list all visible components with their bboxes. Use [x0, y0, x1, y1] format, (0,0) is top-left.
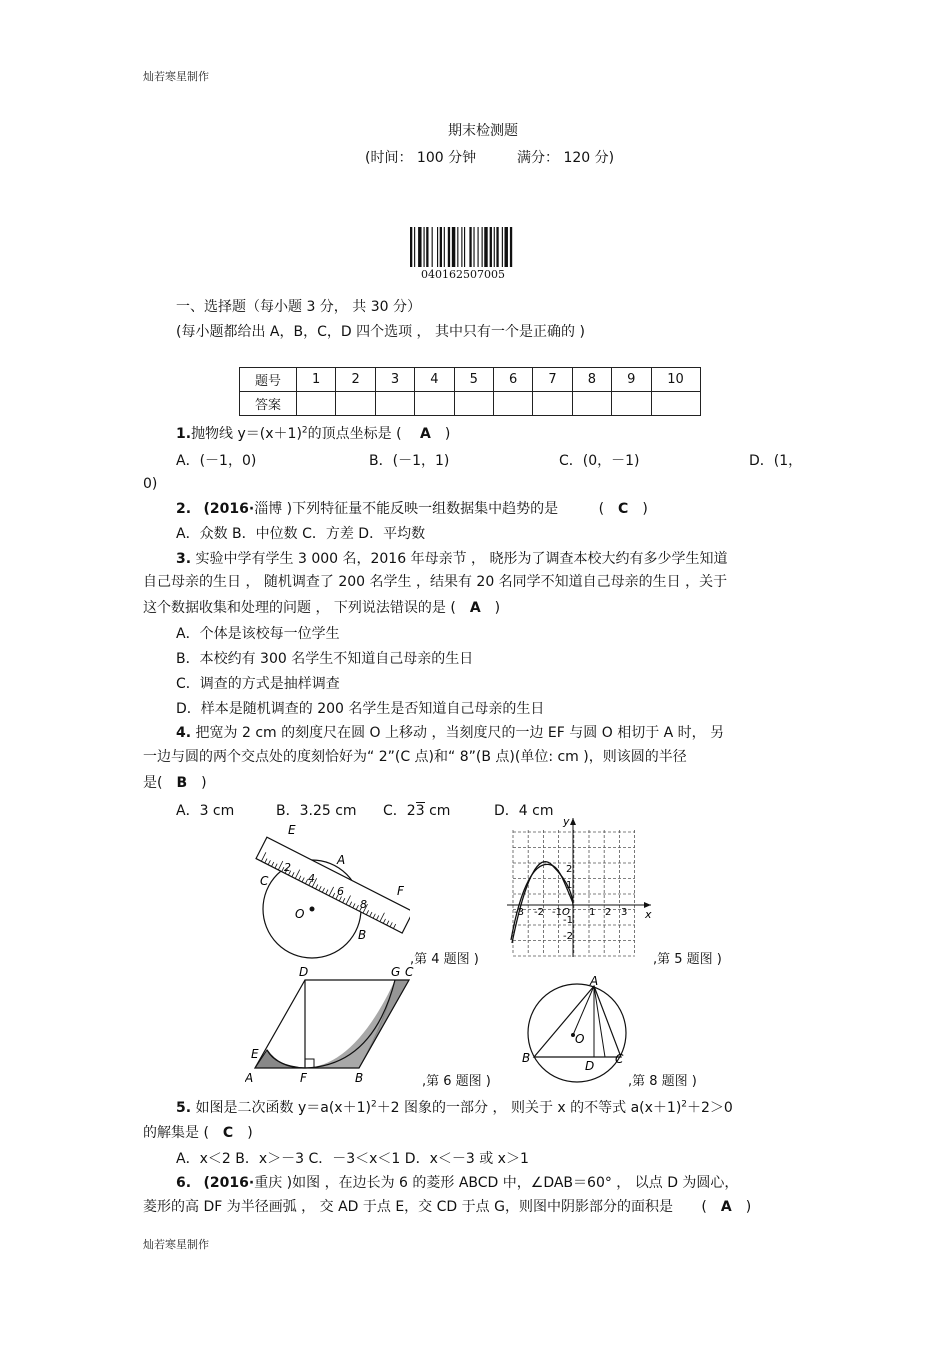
barcode-bar: [452, 227, 455, 267]
answer-table-cell: 7: [533, 368, 572, 392]
answer-blank[interactable]: [533, 392, 572, 416]
option-a: A．个体是该校每一位学生: [176, 626, 340, 642]
superscript: 2: [370, 1099, 377, 1110]
page-title: 期末检测题: [448, 123, 518, 139]
barcode-bar: [505, 227, 508, 267]
question-stem: 这个数据收集和处理的问题 ， 下列说法错误的是 (: [143, 600, 456, 616]
question-stem: 是(: [143, 775, 163, 791]
x-tick: -3: [514, 907, 524, 918]
barcode-bar: [484, 227, 487, 267]
question-stem: 菱形的高 DF 为半径画弧 ， 交 AD 于点 E，交 CD 于点 G，则图中阴影部分的面积是: [143, 1199, 673, 1215]
option-a: A．3 cm: [176, 803, 235, 819]
y-tick: -1: [563, 915, 573, 926]
question-1: [176, 423, 450, 443]
option-d: D．(1，: [749, 453, 803, 469]
answer-blank[interactable]: [572, 392, 611, 416]
figure-8: [515, 975, 630, 1085]
option-a: A．(－1，0): [176, 453, 257, 469]
question-source: (2016·: [203, 501, 255, 517]
question-stem: ＋2 图象的一部分 ， 则关于 x 的不等式 a(x＋1): [376, 1100, 682, 1116]
option-c: C．(0，－1): [559, 453, 640, 469]
label-F: F: [300, 1071, 307, 1085]
label-E: E: [251, 1047, 259, 1061]
question-4-line3: 是( B ): [143, 775, 207, 791]
label-A: A: [590, 975, 599, 988]
option-c-unit: cm: [429, 803, 451, 819]
figure-4: [250, 822, 410, 960]
bracket: ): [444, 426, 451, 442]
question-number: 4.: [176, 725, 192, 741]
answer-value: A: [420, 426, 431, 442]
y-tick: -2: [563, 931, 573, 942]
question-4-line2: 一边与圆的两个交点处的度刻恰好为“ 2”(C 点)和“ 8”(B 点)(单位: cm )，则该圆的半径: [143, 749, 687, 765]
barcode-bar: [444, 227, 445, 267]
answer-value: C: [222, 1125, 234, 1141]
section-heading: 一、选择题（每小题 3 分， 共 30 分）: [176, 299, 421, 315]
barcode-bar: [457, 227, 458, 267]
answer-blank[interactable]: [415, 392, 454, 416]
question-2-options: A．众数 B．中位数 C．方差 D．平均数: [176, 526, 426, 542]
answer-table-cell: 8: [572, 368, 611, 392]
question-stem: 的解集是 (: [143, 1125, 209, 1141]
barcode-bar: [414, 227, 415, 267]
question-stem: 重庆 )如图 ，在边长为 6 的菱形 ABCD 中，∠DAB＝60° ， 以点 D 为圆心，: [254, 1175, 739, 1191]
answer-table-cell: 10: [651, 368, 700, 392]
label-D: D: [299, 965, 309, 979]
barcode-number: 040162507005: [421, 268, 505, 281]
label-F: F: [397, 884, 404, 898]
answer-blank[interactable]: [651, 392, 700, 416]
answer-table: [239, 367, 701, 416]
label-B: B: [358, 928, 367, 942]
figure-6-caption: ,第 6 题图 ): [422, 1074, 491, 1089]
barcode-bar: [448, 227, 450, 267]
label-G: G: [391, 965, 401, 979]
barcode-bar: [424, 227, 425, 267]
option-c: C．调查的方式是抽样调查: [176, 676, 340, 692]
label-E: E: [288, 823, 296, 837]
sqrt-radicand: 3: [415, 803, 425, 819]
barcode-bar: [502, 227, 503, 267]
question-number: 1.: [176, 426, 192, 442]
x-tick: -2: [534, 907, 544, 918]
figure-8-caption: ,第 8 题图 ): [628, 1074, 697, 1089]
page-footer: 灿若寒星制作: [143, 1238, 209, 1251]
superscript: 2: [681, 1099, 688, 1110]
answer-value: B: [176, 775, 188, 791]
barcode-bar: [496, 227, 498, 267]
label-D: D: [585, 1059, 595, 1073]
barcode-bar: [437, 227, 438, 267]
barcode-bar: [490, 227, 492, 267]
barcode-bar: [418, 227, 421, 267]
option-b: B．3.25 cm: [276, 803, 357, 819]
question-number: 6.: [176, 1175, 192, 1191]
x-tick: 1: [589, 907, 596, 918]
question-6-line1: [176, 1172, 738, 1192]
option-d: D．4 cm: [494, 803, 554, 819]
answer-table-row-numbers: [240, 368, 701, 392]
answer-value: C: [618, 501, 629, 517]
label-O: O: [575, 1032, 585, 1046]
option-c-text: C．2: [383, 803, 416, 819]
option-d: D．样本是随机调查的 200 名学生是否知道自己母亲的生日: [176, 701, 545, 717]
answer-table-cell: 2: [336, 368, 375, 392]
option-b: B．本校约有 300 名学生不知道自己母亲的生日: [176, 651, 474, 667]
question-5-options: A．x＜2 B．x＞－3 C．－3＜x＜1 D．x＜－3 或 x＞1: [176, 1151, 529, 1167]
barcode-bar: [469, 227, 471, 267]
tick-4: 4: [308, 872, 315, 885]
barcode-bar: [510, 227, 512, 267]
barcode-bar: [426, 227, 428, 267]
barcode-bar: [440, 227, 442, 267]
barcode: [410, 227, 542, 267]
superscript: 2: [301, 425, 308, 436]
question-stem: 实验中学有学生 3 000 名，2016 年母亲节 ， 晓彤为了调查本校大约有多少学生知道: [195, 551, 728, 567]
question-number: 2.: [176, 501, 192, 517]
answer-table-label: 题号: [240, 368, 297, 392]
x-tick: 2: [605, 907, 612, 918]
answer-table-cell: 3: [375, 368, 414, 392]
axis-y-label: y: [563, 815, 570, 828]
option-c: [383, 800, 450, 820]
barcode-bar: [478, 227, 479, 267]
answer-table-cell: 1: [297, 368, 336, 392]
answer-value: A: [469, 600, 481, 616]
answer-table-label: 答案: [240, 392, 297, 416]
question-5-line1: [176, 1097, 733, 1117]
question-5-line2: 的解集是 ( C ): [143, 1125, 253, 1141]
question-3-line3: 这个数据收集和处理的问题 ， 下列说法错误的是 ( A ): [143, 600, 501, 616]
figure-4-caption: ,第 4 题图 ): [410, 952, 479, 967]
tick-2: 2: [284, 861, 291, 874]
question-stem: ＋2＞0: [687, 1100, 733, 1116]
y-tick: 2: [566, 864, 573, 875]
option-b: B．(－1，1): [369, 453, 450, 469]
answer-blank[interactable]: [454, 392, 493, 416]
question-stem: 抛物线 y＝(x＋1): [191, 426, 302, 442]
tick-8: 8: [360, 898, 367, 911]
figure-5-caption: ,第 5 题图 ): [653, 952, 722, 967]
question-stem: 把宽为 2 cm 的刻度尺在圆 O 上移动 ，当刻度尺的一边 EF 与圆 O 相切于 A 时， 另: [195, 725, 725, 741]
question-number: 3.: [176, 551, 192, 567]
question-3-line2: 自己母亲的生日 ， 随机调查了 200 名学生 ，结果有 20 名同学不知道自己母亲的生日 ，关于: [143, 574, 728, 590]
label-B: B: [355, 1071, 364, 1085]
barcode-bar: [432, 227, 433, 267]
answer-table-cell: 5: [454, 368, 493, 392]
answer-blank[interactable]: [375, 392, 414, 416]
question-stem: 的顶点坐标是 (: [307, 426, 402, 442]
barcode-bar: [410, 227, 412, 267]
barcode-bar: [461, 227, 462, 267]
figure-6: [245, 962, 415, 1087]
origin-label: O: [562, 907, 570, 918]
label-C: C: [260, 874, 269, 888]
exam-score: 满分： 120 分): [517, 150, 615, 166]
answer-table-cell: 4: [415, 368, 454, 392]
question-2: 2. (2016·淄博 )下列特征量不能反映一组数据集中趋势的是 ( C ): [176, 501, 648, 517]
barcode-bar: [494, 227, 495, 267]
barcode-bar: [464, 227, 465, 267]
exam-time: (时间： 100 分钟: [365, 150, 477, 166]
axis-x-label: x: [645, 908, 652, 921]
answer-table-cell: 6: [493, 368, 532, 392]
barcode-bar: [473, 227, 474, 267]
answer-blank[interactable]: [612, 392, 651, 416]
question-4-line1: [176, 722, 724, 742]
label-C: C: [405, 965, 414, 979]
answer-table-row-answers: [240, 392, 701, 416]
barcode-bar: [482, 227, 483, 267]
label-C: C: [615, 1052, 624, 1066]
question-number: 5.: [176, 1100, 192, 1116]
question-stem: 淄博 )下列特征量不能反映一组数据集中趋势的是: [254, 501, 559, 517]
answer-table-cell: 9: [612, 368, 651, 392]
answer-blank[interactable]: [336, 392, 375, 416]
label-O: O: [295, 907, 305, 921]
y-tick: 1: [566, 880, 573, 891]
question-stem: 如图是二次函数 y＝a(x＋1): [195, 1100, 371, 1116]
label-B: B: [522, 1051, 531, 1065]
figure-5: [505, 815, 655, 960]
tick-6: 6: [337, 885, 344, 898]
question-3-line1: [176, 548, 727, 568]
question-6-line2: 菱形的高 DF 为半径画弧 ， 交 AD 于点 E，交 CD 于点 G，则图中阴影部分的面积是 ( A ): [143, 1199, 752, 1215]
answer-blank[interactable]: [493, 392, 532, 416]
label-A: A: [245, 1071, 254, 1085]
page-header: 灿若寒星制作: [143, 70, 209, 83]
label-A: A: [337, 853, 346, 867]
question-source: (2016·: [203, 1175, 255, 1191]
answer-blank[interactable]: [297, 392, 336, 416]
x-tick: 3: [621, 907, 628, 918]
x-tick: -1: [552, 907, 562, 918]
option-d-continued: 0): [143, 476, 158, 492]
section-note: (每小题都给出 A，B，C，D 四个选项 ， 其中只有一个是正确的 ): [176, 324, 585, 340]
answer-value: A: [720, 1199, 732, 1215]
